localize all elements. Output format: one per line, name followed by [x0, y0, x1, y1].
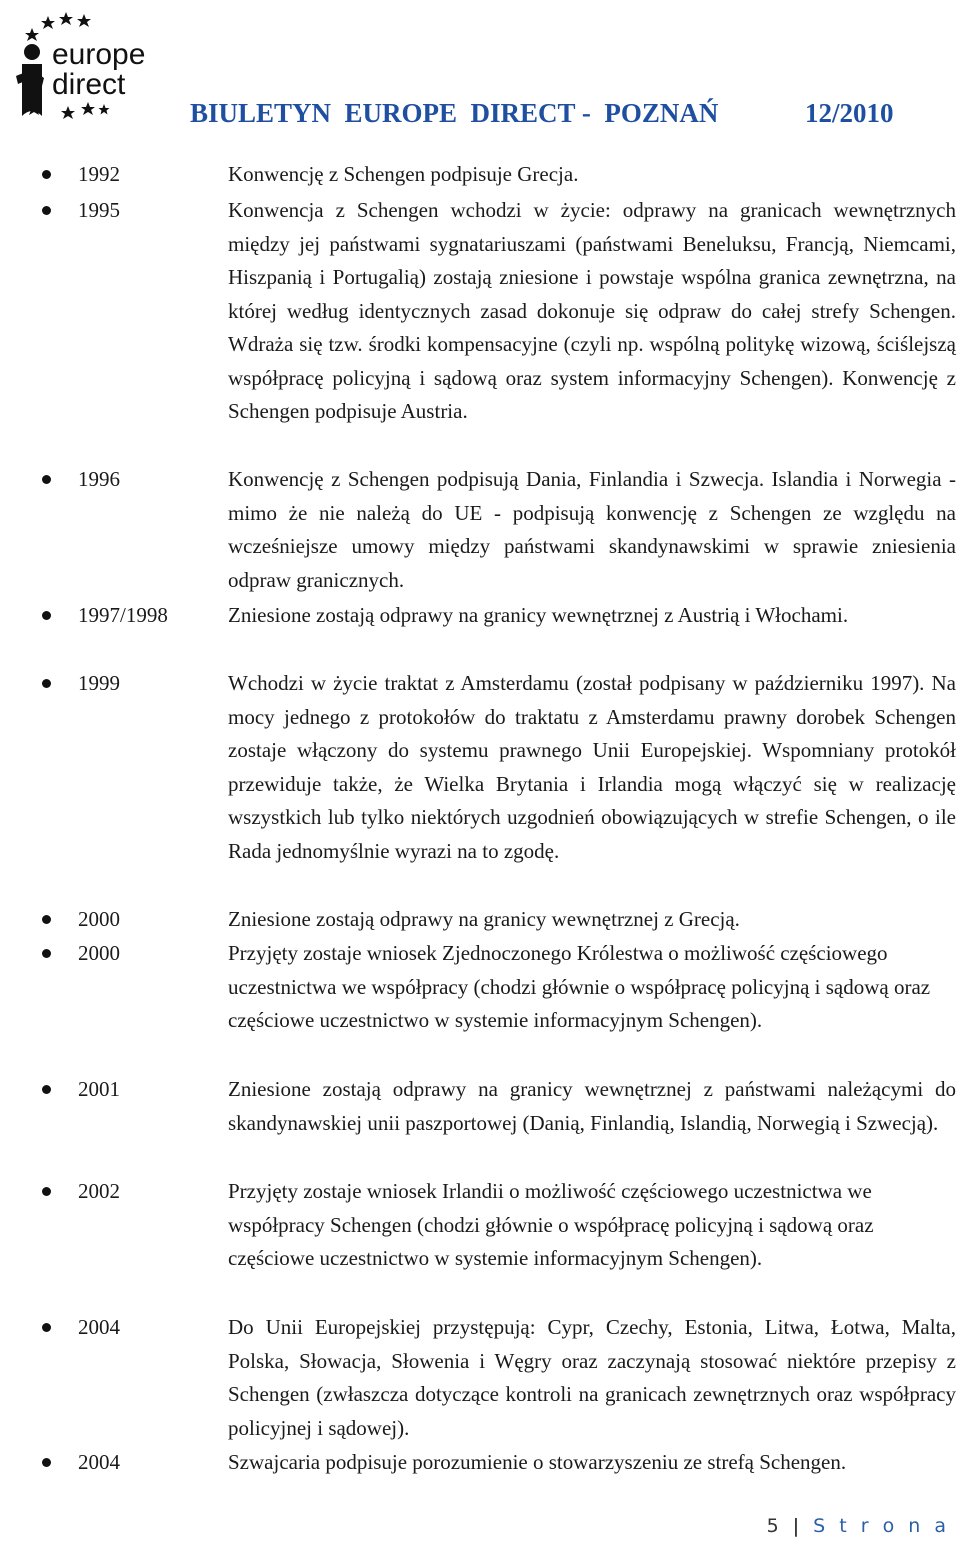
- timeline-text: Wchodzi w życie traktat z Amsterdamu (został podpisany w październiku 1997). Na mocy jednego z protokołów do traktatu z Amsterdamu prawny dorobek Schengen zostaje włączony do systemu prawnego Unii Europejskiej. Wspomniany protokół przewiduje także, że Wielka Brytania i Irlandia mogą włączyć się w realizację wszystkich lub tylko niektórych uzgodnień obowiązujących w strefie Schengen, o ile Rada jednomyślnie wyrazi na to zgodę.: [228, 671, 956, 863]
- logo-word-direct: direct: [52, 68, 126, 101]
- timeline-year: 2000: [78, 941, 120, 965]
- bulletin-issue: 12/2010: [805, 98, 894, 128]
- timeline-text: Konwencję z Schengen podpisują Dania, Finlandia i Szwecja. Islandia i Norwegia - mimo że nie należą do UE - podpisują konwencję z Schengen ze względu na wcześniejsze umowy między państwami skandynawskimi w sprawie zniesienia odpraw granicznych.: [228, 467, 956, 592]
- bullet-icon: [42, 170, 51, 179]
- bullet-icon: [42, 949, 51, 958]
- page-footer: [767, 1515, 950, 1537]
- timeline-year: 2004: [78, 1315, 120, 1339]
- timeline-text: Zniesione zostają odprawy na granicy wewnętrznej z Austrią i Włochami.: [228, 603, 849, 627]
- timeline-year: 2000: [78, 907, 120, 931]
- timeline-year: 1995: [78, 198, 120, 222]
- timeline-year: 1992: [78, 162, 120, 186]
- timeline-text: Konwencję z Schengen podpisuje Grecja.: [228, 162, 579, 186]
- timeline-text: Zniesione zostają odprawy na granicy wewnętrznej z Grecją.: [228, 907, 740, 931]
- bullet-icon: [42, 1085, 51, 1094]
- timeline-year: 2002: [78, 1179, 120, 1203]
- timeline-year: 1999: [78, 671, 120, 695]
- timeline-text: Zniesione zostają odprawy na granicy wewnętrznej z państwami należącymi do skandynawskiej unii paszportowej (Danią, Finlandią, Islandią, Norwegią i Szwecją).: [228, 1077, 956, 1135]
- bullet-icon: [42, 1458, 51, 1467]
- timeline-text: Do Unii Europejskiej przystępują: Cypr, Czechy, Estonia, Litwa, Łotwa, Malta, Polska, Słowacja, Słowenia i Węgry oraz zaczynają stosować niektóre przepisy z Schengen (zwłaszcza dotyczące kontroli na granicach zewnętrznych oraz współpracy policyjnej i sądowej).: [228, 1315, 956, 1440]
- bullet-icon: [42, 1323, 51, 1332]
- timeline-year: 1997/1998: [78, 603, 168, 627]
- timeline-year: 2004: [78, 1450, 120, 1474]
- bullet-icon: [42, 915, 51, 924]
- page-number: 5: [766, 1515, 783, 1537]
- timeline-text: Przyjęty zostaje wniosek Zjednoczonego Królestwa o możliwość częściowego uczestnictwa we współpracy (chodzi głównie o współpracę policyjną i sądową oraz częściowe uczestnictwo w systemie informacyjnym Schengen).: [228, 941, 931, 1032]
- footer-separator: |: [792, 1515, 804, 1537]
- bullet-icon: [42, 1187, 51, 1196]
- bulletin-title: BIULETYN EUROPE DIRECT - POZNAŃ: [190, 98, 719, 128]
- bullet-icon: [42, 475, 51, 484]
- bulletin-header: [190, 98, 910, 129]
- bullet-icon: [42, 679, 51, 688]
- europe-direct-logo: [8, 6, 158, 124]
- page-word: S t r o n a: [813, 1515, 950, 1537]
- timeline-text: Przyjęty zostaje wniosek Irlandii o możliwość częściowego uczestnictwa we współpracy Schengen (chodzi głównie o współpracę policyjną i sądową oraz częściowe uczestnictwo w systemie informacyjnym Schengen).: [228, 1179, 874, 1270]
- timeline-year: 2001: [78, 1077, 120, 1101]
- bullet-icon: [42, 611, 51, 620]
- logo-word-europe: europe: [52, 38, 146, 71]
- timeline-year: 1996: [78, 467, 120, 491]
- bullet-icon: [42, 206, 51, 215]
- timeline-text: Szwajcaria podpisuje porozumienie o stowarzyszeniu ze strefą Schengen.: [228, 1450, 847, 1474]
- timeline-text: Konwencja z Schengen wchodzi w życie: odprawy na granicach wewnętrznych między jej państwami sygnatariuszami (państwami Beneluksu, Francją, Niemcami, Hiszpanią i Portugalią) zostają zniesione i powstaje wspólna granica zewnętrzna, na której według identycznych zasad dokonuje się odpraw do całej strefy Schengen. Wdraża się tzw. środki kompensacyjne (czyli np. wspólną politykę wizową, ściślejszą współpracę policyjną i sądową oraz system informacyjny Schengen). Konwencję z Schengen podpisuje Austria.: [228, 198, 956, 423]
